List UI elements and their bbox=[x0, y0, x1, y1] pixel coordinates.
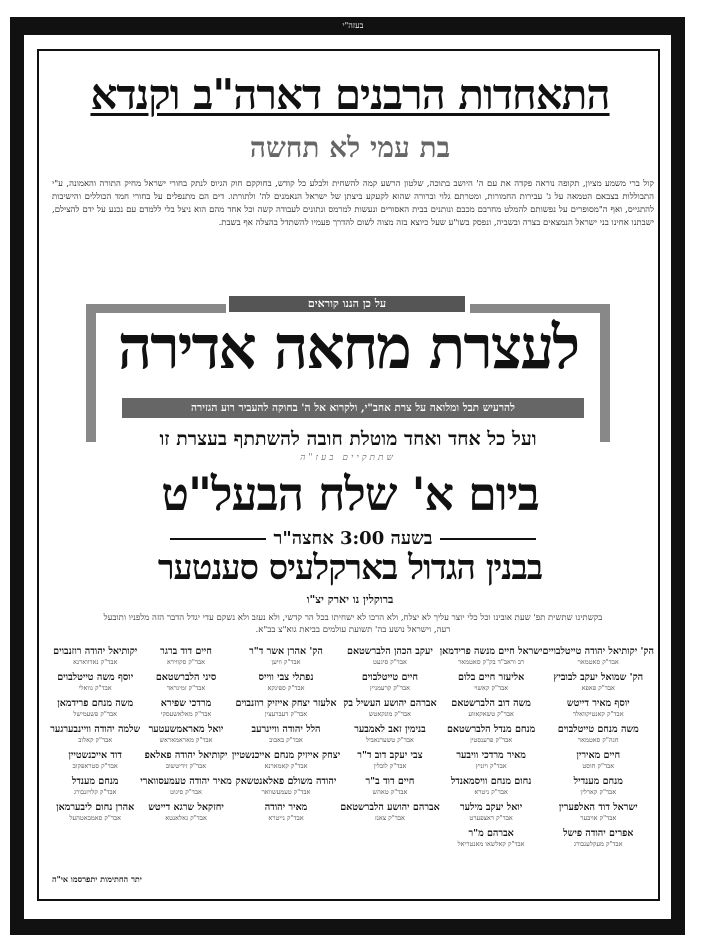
callout-heading: על כן הננו קוראים bbox=[229, 296, 465, 312]
signature bbox=[440, 724, 543, 744]
signature-title: אבד"ק סקווירא bbox=[167, 658, 206, 666]
signature bbox=[543, 828, 654, 848]
poster-subtitle: בת עמי לא תחשה bbox=[249, 131, 451, 164]
signature-title: אבד"ק טשאקאווע bbox=[468, 710, 514, 718]
signature-title: אבד"ק פאפא bbox=[581, 684, 615, 692]
signature-name: אפרים יהודה פישל bbox=[563, 828, 634, 839]
event-venue: בבנין הגדול בארקלעיס סענטער bbox=[157, 548, 543, 588]
signature-name: הק' אהרן אשר ד"ר bbox=[249, 646, 323, 657]
signature-title: אבד"ק מעקלענבורג bbox=[573, 840, 623, 848]
signatures-grid bbox=[52, 646, 654, 848]
signature bbox=[543, 698, 654, 718]
signature-title: אבד"ק פרענסטין bbox=[470, 736, 513, 744]
signature-title: אבד"ק סיגעט bbox=[373, 658, 407, 666]
signature-title: אבד"ק ספינקא bbox=[267, 684, 305, 692]
signature-name: יקותיאל יהודה פאלאפ bbox=[144, 750, 228, 761]
signature-name: אליעזר חיים בלום bbox=[457, 672, 525, 683]
signature bbox=[232, 776, 340, 796]
signature-title: אבד"ק זמיגראד bbox=[166, 684, 206, 692]
poster-title: התאחדות הרבנים דארה"ב וקנדא bbox=[90, 70, 610, 119]
body-paragraph: קול ברי משמע מציון, תקופה נוראה פקדה את עם ה' היושב בתוכה, שלטון הרשע קמה להשחית ולבלע כל קודש, בחוקקם חוק הגיוס לנתק בחורי ישראל מחיק התורה והאמונה, ע"י התבוללות בצבאם הטמאה על ג' עבירות החמורות, ומטרתם גלוי וברורה שהוא לקעקע ביצתן של ישראל הנאמנים לה' ולתורתו. דים הם מתנפלים על בחורי חמד הכוללים והישיבות להתגייס, ואף ה"מסופרים על נפשותם להמלט מחרבם מכבם ונותנים בבית האסורים ונעשות למרמס ונתונים לעבודה קשה וכל אחד מהם הוא ניצל בלי ללמדם עם נכנע על ידם להצילם, ישבתנו אחינו בני ישראל הנמצאים בצרה ובשביה, ונפסק בשו"ע שעל כיוצא בזה מצוה לשום להדרך פעמיו להשתדל בהצלה אף בשבת. bbox=[52, 179, 654, 228]
signature-name: יואל מאראמשעטער bbox=[148, 724, 224, 735]
callout-box-top-right-bar bbox=[470, 304, 610, 313]
signature-title: אבד"ק וויען bbox=[271, 658, 301, 666]
signature-name: ישראל חיים מנשה פרידמאן bbox=[439, 646, 543, 657]
prayer-text: בקשתינו שתשית תפ' שעת אובינו וכל כלי יוצר עליך לא יצלח, ולא הרכו לא ישחיתו בכל הר קדשי, ולא נעזב ולא נשקם עדי יגדל הדבר הזה מלפניו ותובעל רעה, וישראל נושע בה' תשועת עולמים בביאת גוא"צ בב"א. bbox=[103, 613, 603, 635]
signature-name: משה מנחם טייטלבוים bbox=[557, 724, 639, 735]
signature-name: אלעזר יצחק אייזיק רוזנבוים bbox=[235, 698, 337, 709]
signature bbox=[543, 750, 654, 770]
signature-name: הק' שמואל יעקב לבוביץ bbox=[553, 672, 644, 683]
time-rule-left bbox=[170, 538, 266, 540]
signature bbox=[440, 646, 543, 666]
main-headline: לעצרת מחאה אדירה bbox=[117, 313, 579, 383]
signature-title: אבד"ק קאלשאו מאנטריאל bbox=[457, 840, 525, 848]
signature-name: אהרן נחום ליבערמאן bbox=[56, 802, 135, 813]
signature-title: אבד"ק קאלוב bbox=[78, 736, 113, 744]
signature bbox=[543, 776, 654, 796]
signature bbox=[140, 776, 232, 796]
signature bbox=[140, 698, 232, 718]
signature-name: יוסף מאיר דייטש bbox=[566, 698, 630, 709]
signature-title: אבד"ק נייטרא bbox=[268, 814, 304, 822]
signature-name: יקותיאל יהודה רוזנבוים bbox=[53, 646, 138, 657]
signature bbox=[140, 802, 232, 822]
signature-title: אבד"ק טעמעשוואר bbox=[261, 788, 311, 796]
signature bbox=[440, 750, 543, 770]
signature bbox=[50, 724, 140, 744]
signature-title: אבד"ק לובלין bbox=[373, 762, 407, 770]
signature bbox=[440, 672, 543, 692]
signature-name: דוד אייכנשטיין bbox=[68, 750, 122, 761]
signature-name: הלל יהודה וויינרעב bbox=[251, 724, 321, 735]
signature bbox=[50, 672, 140, 692]
signature-name: חיים דוד ברגר bbox=[160, 646, 212, 657]
signature-title: אבד"ק זידיטשוב bbox=[165, 762, 207, 770]
signature-title: אבד"ק מאראמאראש bbox=[159, 736, 213, 744]
signature bbox=[440, 776, 543, 796]
header-bsd: בעזה"י bbox=[342, 21, 364, 30]
signature-title: אבד"ק טאהש bbox=[372, 788, 408, 796]
signature bbox=[232, 646, 340, 666]
signature bbox=[340, 698, 440, 718]
signature-name: יואל יעקב מילער bbox=[460, 802, 523, 813]
signature-title: אבד"ק נאדווארנא bbox=[73, 658, 118, 666]
signature bbox=[340, 672, 440, 692]
signature-name: יצחק אייזיק מנחם אייכנשטיין bbox=[231, 750, 341, 761]
callout-box-left-bar bbox=[86, 304, 96, 442]
event-time: בשעה 3:00 אחצה"ר bbox=[273, 528, 433, 549]
signature-name: מנחם מענדל bbox=[71, 776, 119, 787]
signature-name: יעקב הכהן הלברשטאם bbox=[347, 646, 433, 657]
signature-name: אברהם מ"ר bbox=[468, 828, 514, 839]
signature-title: אבד"ק ויזניץ bbox=[475, 762, 507, 770]
signature bbox=[232, 698, 340, 718]
signature-name: יהודה משולם פאלאנטשאק bbox=[235, 776, 337, 787]
signature-name: משה מנחם פרידמאן bbox=[57, 698, 134, 709]
signature bbox=[140, 724, 232, 744]
signature-name: מאיר יהודה bbox=[264, 802, 308, 813]
signature bbox=[440, 802, 543, 822]
signature-name: צבי יעקב דוב ד"ר bbox=[357, 750, 423, 761]
signature-title: אבד"ק סטראפקוב bbox=[72, 762, 118, 770]
signature-title: אבד"ק דעברעצין bbox=[264, 710, 308, 718]
signature-name: ישראל דוד האלפערין bbox=[558, 802, 638, 813]
signature-title: אבד"ק פשעמישל bbox=[73, 710, 118, 718]
signature-title: אבד"ק קאשוי bbox=[474, 684, 509, 692]
signature bbox=[340, 802, 440, 822]
signature-title: אבד"ק קאנטיקוואלד bbox=[572, 710, 624, 718]
signature-title: אבד"ק קרעמניץ bbox=[369, 684, 410, 692]
signature-title: אבד"ק סאמבאטהעל bbox=[69, 814, 121, 822]
signature-title: אבד"ק חוסט bbox=[582, 762, 615, 770]
event-date: ביום א' שלח הבעל"ט bbox=[161, 467, 539, 521]
signature-title: אבד"ק גאלאנטא bbox=[165, 814, 207, 822]
signature bbox=[340, 750, 440, 770]
signature-name: מאיר יהודה טעמעסווארי bbox=[140, 776, 232, 787]
signature-name: נחום מנחם וויסמאנדל bbox=[450, 776, 532, 787]
signature-title: אבד"ק באבוב bbox=[269, 736, 303, 744]
signature bbox=[140, 672, 232, 692]
will-take-place: שתתקיים בעז"ה bbox=[300, 453, 396, 463]
signature bbox=[50, 646, 140, 666]
signature-name: יוסף משה טייטלבוים bbox=[57, 672, 134, 683]
signature-name: נפתלי צבי ווייס bbox=[258, 672, 314, 683]
signature-title: אבד"ק קאמארנא bbox=[264, 762, 308, 770]
signature bbox=[543, 672, 654, 692]
signature-name: מנחם מענדיל bbox=[573, 776, 623, 787]
signature-name: חיים טייטלבוים bbox=[361, 672, 419, 683]
signature bbox=[50, 776, 140, 796]
signature bbox=[50, 802, 140, 822]
signature-name: שלמה יהודה וויינבערגער bbox=[50, 724, 141, 735]
signature-name: מאיר מרדכי וויבער bbox=[456, 750, 526, 761]
signature-title: אבד"ק קלויזנבורג bbox=[73, 788, 117, 796]
signature bbox=[543, 802, 654, 822]
signature-name: חיים דוד ב"ר bbox=[365, 776, 415, 787]
signature-title: רב וראב"ד בק"ק סאטמאר bbox=[458, 658, 525, 666]
signature-title: חגה"ק סאטמאר bbox=[577, 736, 619, 744]
signature-name: אברהם יהושע העשיל בק bbox=[343, 698, 437, 709]
signature-title: אבד"ק קארלין bbox=[580, 788, 617, 796]
signature bbox=[50, 698, 140, 718]
callout-box-right-bar bbox=[600, 304, 610, 442]
purpose-band: להרעיש תבל ומלואה על צרת אחב"י, ולקרוא אל ה' בחוקה להעביר רוע הגזירה bbox=[122, 398, 584, 418]
signature bbox=[232, 750, 340, 770]
signature-name: מרדכי שפירא bbox=[160, 698, 212, 709]
signature bbox=[340, 646, 440, 666]
time-rule-right bbox=[440, 538, 536, 540]
signature-title: אבד"ק מונקאטש bbox=[368, 710, 412, 718]
signature-title: אבד"ק טשערנאביל bbox=[365, 736, 414, 744]
signature-title: אבד"ק צאנז bbox=[374, 814, 405, 822]
signature bbox=[543, 724, 654, 744]
signature bbox=[232, 802, 340, 822]
signature-name: מנחם מנדל הלברשטאם bbox=[446, 724, 536, 735]
signature-name: חיים מאירין bbox=[576, 750, 621, 761]
duty-line: ועל כל אחד ואחד מוטלת חובה להשתתף בעצרת זו bbox=[159, 428, 537, 450]
signature-title: אבד"ק סאטמאר bbox=[577, 658, 619, 666]
event-time-row bbox=[170, 528, 536, 549]
signature bbox=[50, 750, 140, 770]
signature bbox=[232, 672, 340, 692]
signature bbox=[140, 646, 232, 666]
signature-name: אברהם יהושע הלברשטאם bbox=[340, 802, 440, 813]
callout-box-top-left-bar bbox=[86, 304, 226, 313]
signature-name: יחזקאל שרגא דייטש bbox=[148, 802, 224, 813]
signature-title: אבד"ק ניטרא bbox=[474, 788, 508, 796]
signature bbox=[340, 776, 440, 796]
signature-title: אבד"ק מאלאשעסקי bbox=[160, 710, 212, 718]
signature bbox=[140, 750, 232, 770]
signature bbox=[232, 724, 340, 744]
signature-name: משה דוב הלברשטאם bbox=[451, 698, 531, 709]
signature-name: סיני הלברשטאם bbox=[155, 672, 217, 683]
footer-note: יתר החתימות יתפרסמו אי"ה bbox=[52, 874, 142, 884]
signature-name: הק' יקותיאל יהודה טייטלבויים bbox=[542, 646, 654, 657]
signature bbox=[543, 646, 654, 666]
signature bbox=[440, 698, 543, 718]
signature-title: אבד"ק גוואלי bbox=[78, 684, 112, 692]
signature bbox=[340, 724, 440, 744]
signature-title: אבד"ק סיגוט bbox=[170, 788, 202, 796]
signature-title: אבד"ק ראצפערט bbox=[469, 814, 513, 822]
event-city: ברוקלין נו יארק יצ"ו bbox=[306, 593, 394, 606]
signature-name: בנימין זאב לאמבער bbox=[354, 724, 426, 735]
signature bbox=[440, 828, 543, 848]
signature-title: אבד"ק אויבער bbox=[580, 814, 617, 822]
